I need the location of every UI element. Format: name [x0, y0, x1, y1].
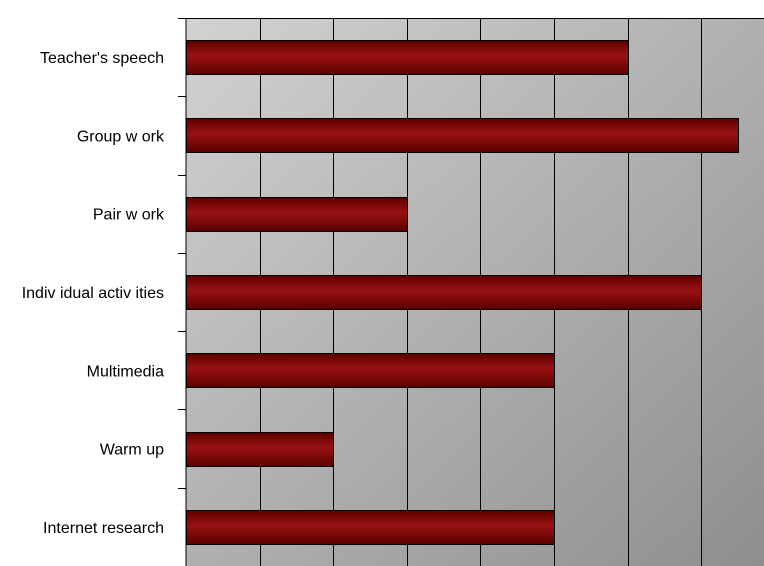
bar-4: [187, 354, 555, 388]
category-label-2: Pair w ork: [92, 206, 164, 224]
category-label-5: Warm up: [99, 441, 164, 459]
category-label-6: Internet research: [43, 519, 164, 537]
category-labels: [22, 50, 165, 537]
bar-1: [187, 119, 739, 153]
bar-0: [187, 41, 629, 75]
category-label-1: Group w ork: [76, 128, 164, 146]
category-label-0: Teacher's speech: [39, 50, 164, 68]
bar-6: [187, 511, 555, 545]
bar-3: [187, 276, 702, 310]
axis-ticks: [178, 19, 186, 566]
bar-5: [187, 433, 334, 467]
bar-2: [187, 198, 408, 232]
category-label-4: Multimedia: [86, 363, 164, 381]
category-label-3: Indiv idual activ ities: [21, 285, 164, 302]
